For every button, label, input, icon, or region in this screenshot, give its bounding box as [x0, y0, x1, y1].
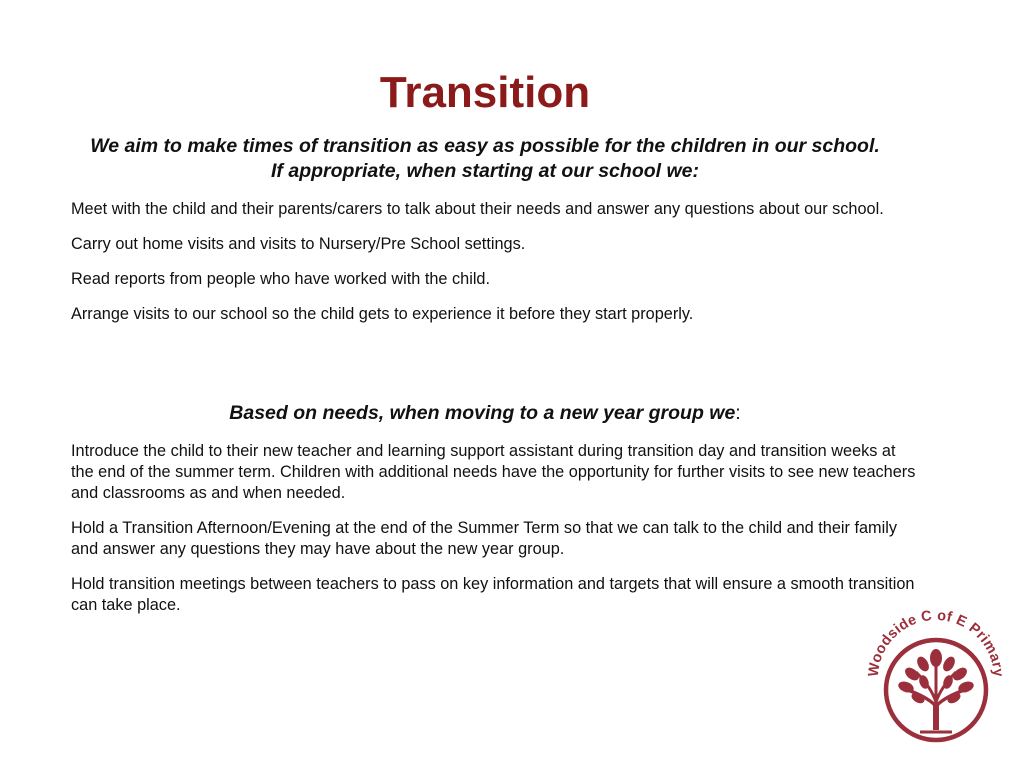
- school-logo: [862, 604, 1010, 752]
- moving-year-heading-text: Based on needs, when moving to a new year group we: [229, 402, 736, 424]
- intro-statement: [40, 134, 930, 184]
- list-item: Hold a Transition Afternoon/Evening at the end of the Summer Term so that we can talk to the child and their family and answer any questions they may have about the new year group.: [71, 519, 897, 558]
- starting-school-list: [71, 199, 911, 339]
- list-item: Hold transition meetings between teachers to pass on key information and targets that will ensure a smooth transition can take place.: [71, 575, 915, 614]
- page-title: Transition: [379, 68, 591, 117]
- new-year-group-list: [71, 441, 921, 630]
- list-item: Read reports from people who have worked with the child.: [71, 270, 491, 288]
- moving-year-heading: [0, 401, 970, 426]
- logo-text: Woodside C of E Primary: [865, 607, 1007, 678]
- intro-line-1: We aim to make times of transition as easy as possible for the children in our school.: [90, 135, 880, 157]
- moving-year-heading-colon: :: [735, 402, 741, 424]
- list-item: Arrange visits to our school so the child gets to experience it before they start properly.: [71, 305, 694, 323]
- list-item: Meet with the child and their parents/carers to talk about their needs and answer any questions about our school.: [71, 200, 884, 218]
- tree-icon: [897, 649, 975, 732]
- list-item: Carry out home visits and visits to Nursery/Pre School settings.: [71, 235, 526, 253]
- list-item: Introduce the child to their new teacher and learning support assistant during transition day and transition weeks at the end of the summer term. Children with additional needs have the opportunity for further visits to see new teachers and classrooms as and when needed.: [71, 442, 916, 502]
- intro-line-2: If appropriate, when starting at our school we:: [271, 160, 699, 182]
